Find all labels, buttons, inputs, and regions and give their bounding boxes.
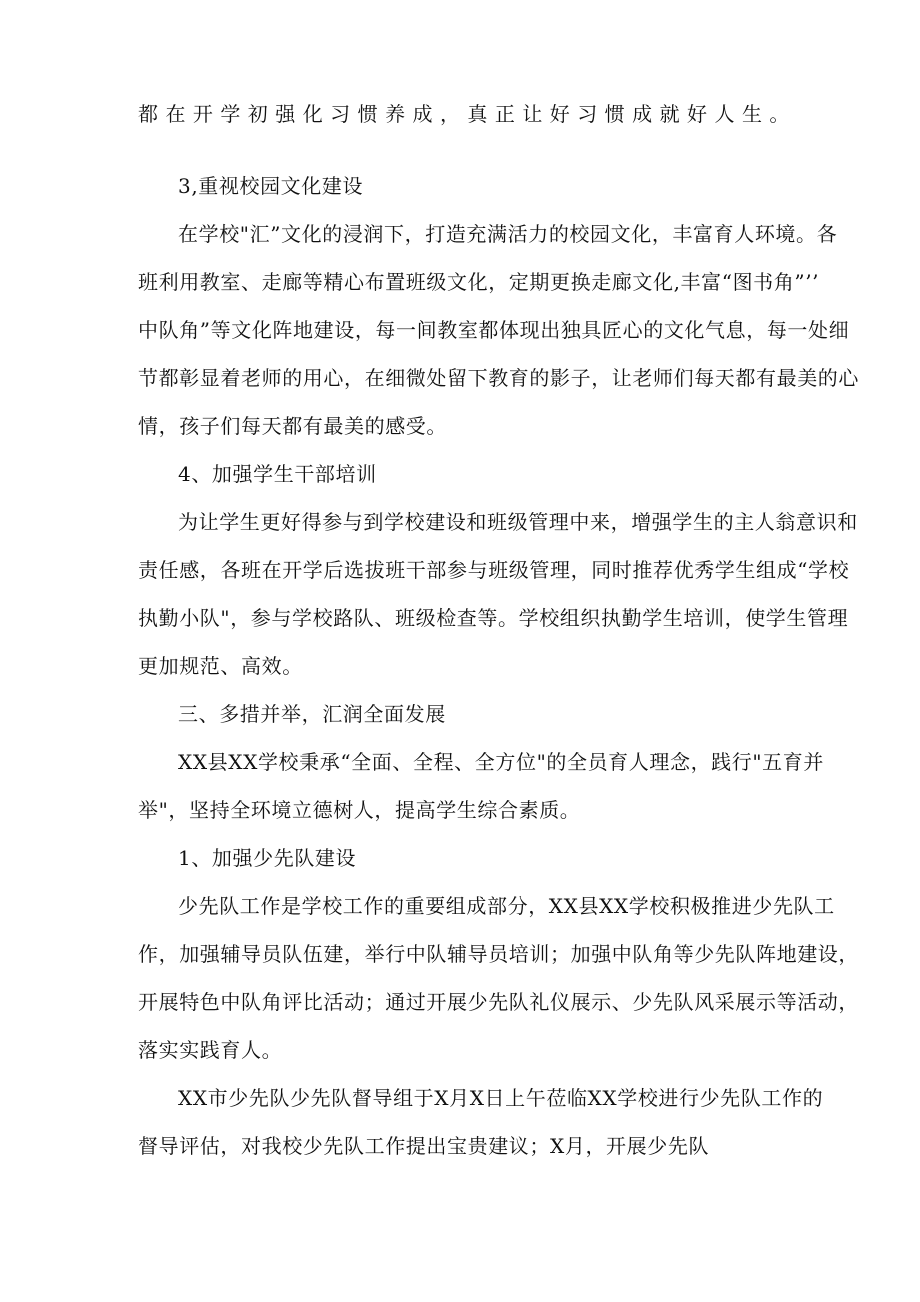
paragraph-line: 落实实践育人。 <box>138 1038 283 1062</box>
paragraph-line: 作，加强辅导员队伍建，举行中队辅导员培训；加强中队角等少先队阵地建设， <box>138 942 859 966</box>
paragraph-line: XX市少先队少先队督导组于X月X日上午莅临XX学校进行少先队工作的 <box>178 1086 824 1110</box>
paragraph-line: 节都彰显着老师的用心，在细微处留下教育的影子，让老师们每天都有最美的心 <box>138 366 859 390</box>
paragraph-line: 开展特色中队角评比活动；通过开展少先队礼仪展示、少先队风采展示等活动， <box>138 990 859 1014</box>
paragraph-line: 在学校"汇”文化的浸润下，打造充满活力的校园文化，丰富育人环境。各 <box>178 222 838 246</box>
paragraph-line: 情，孩子们每天都有最美的感受。 <box>138 414 447 438</box>
section-heading: 3,重视校园文化建设 <box>178 174 364 198</box>
paragraph-line: 班利用教室、走廊等精心布置班级文化，定期更换走廊文化,丰富“图书角”’’ <box>138 270 820 294</box>
section-heading: 1、加强少先队建设 <box>178 846 357 870</box>
paragraph-line: 都在开学初强化习惯养成，真正让好习惯成就好人生。 <box>138 102 790 126</box>
paragraph-line: 执勤小队"，参与学校路队、班级检查等。学校组织执勤学生培训，使学生管理 <box>138 606 849 630</box>
section-heading: 三、多措并举，汇润全面发展 <box>178 702 446 726</box>
paragraph-line: 为让学生更好得参与到学校建设和班级管理中来，增强学生的主人翁意识和 <box>178 510 858 534</box>
section-heading: 4、加强学生干部培训 <box>178 462 377 486</box>
paragraph-line: 少先队工作是学校工作的重要组成部分，XX县XX学校积极推进少先队工 <box>178 894 835 918</box>
paragraph-line: 中队角”等文化阵地建设，每一间教室都体现出独具匠心的文化气息，每一处细 <box>138 318 850 342</box>
paragraph-line: 责任感，各班在开学后选拔班干部参与班级管理，同时推荐优秀学生组成“学校 <box>138 558 850 582</box>
paragraph-line: 督导评估，对我校少先队工作提出宝贵建议；X月，开展少先队 <box>138 1134 710 1158</box>
paragraph-line: XX县XX学校秉承“全面、全程、全方位"的全员育人理念，践行"五育并 <box>178 750 824 774</box>
paragraph-line: 更加规范、高效。 <box>138 654 303 678</box>
paragraph-line: 举"，坚持全环境立德树人，提高学生综合素质。 <box>138 798 581 822</box>
